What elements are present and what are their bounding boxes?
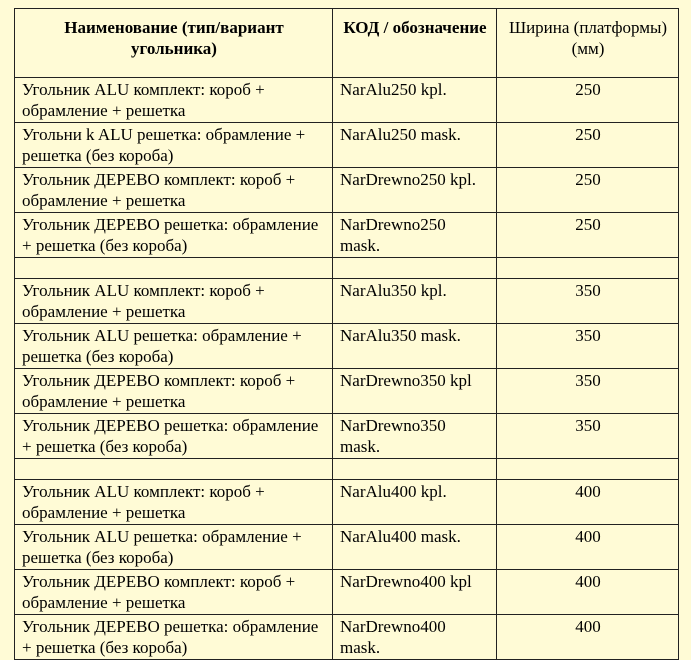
row-width: 350: [497, 324, 679, 369]
row-width: 350: [497, 369, 679, 414]
row-code: NarAlu250 kpl.: [333, 78, 497, 123]
row-code: NarDrewno400 mask.: [333, 615, 497, 660]
spacer-cell: [333, 459, 497, 480]
table-row: [15, 279, 679, 324]
row-name: Угольник ДЕРЕВО решетка: обрамление + решетка (без короба): [15, 414, 333, 459]
row-code: NarAlu350 mask.: [333, 324, 497, 369]
row-name: Угольник ДЕРЕВО решетка: обрамление + решетка (без короба): [15, 213, 333, 258]
row-code: NarDrewno350 kpl: [333, 369, 497, 414]
spacer-row: [15, 258, 679, 279]
row-width: 250: [497, 78, 679, 123]
table-row: [15, 324, 679, 369]
spacer-cell: [15, 258, 333, 279]
row-name: Угольник ДЕРЕВО комплект: короб + обрамление + решетка: [15, 168, 333, 213]
header-name: Наименование (тип/вариант угольника): [15, 9, 333, 78]
row-name: Угольник ДЕРЕВО комплект: короб + обрамление + решетка: [15, 570, 333, 615]
spacer-row: [15, 459, 679, 480]
row-code: NarDrewno250 kpl.: [333, 168, 497, 213]
product-table-container: [14, 8, 678, 660]
table-row: [15, 525, 679, 570]
row-code: NarAlu400 kpl.: [333, 480, 497, 525]
table-row: [15, 480, 679, 525]
row-name: Угольник ALU комплект: короб + обрамление + решетка: [15, 279, 333, 324]
row-width: 350: [497, 414, 679, 459]
row-width: 250: [497, 213, 679, 258]
spacer-cell: [15, 459, 333, 480]
table-header-row: [15, 9, 679, 78]
table-row: [15, 123, 679, 168]
table-row: [15, 570, 679, 615]
row-width: 350: [497, 279, 679, 324]
spacer-cell: [497, 258, 679, 279]
product-table: [14, 8, 679, 660]
row-name: Угольник ALU комплект: короб + обрамление + решетка: [15, 480, 333, 525]
header-code: КОД / обозначение: [333, 9, 497, 78]
table-row: [15, 78, 679, 123]
row-name: Угольник ДЕРЕВО комплект: короб + обрамление + решетка: [15, 369, 333, 414]
row-name: Угольник ДЕРЕВО решетка: обрамление + решетка (без короба): [15, 615, 333, 660]
table-row: [15, 414, 679, 459]
row-name: Угольник ALU комплект: короб + обрамление + решетка: [15, 78, 333, 123]
row-code: NarDrewno400 kpl: [333, 570, 497, 615]
row-name: Угольни k ALU решетка: обрамление + решетка (без короба): [15, 123, 333, 168]
row-width: 400: [497, 615, 679, 660]
row-code: NarDrewno350 mask.: [333, 414, 497, 459]
row-code: NarAlu350 kpl.: [333, 279, 497, 324]
row-name: Угольник ALU решетка: обрамление + решетка (без короба): [15, 324, 333, 369]
row-width: 400: [497, 480, 679, 525]
table-row: [15, 615, 679, 660]
spacer-cell: [497, 459, 679, 480]
row-code: NarAlu250 mask.: [333, 123, 497, 168]
table-row: [15, 213, 679, 258]
header-width: Ширина (платформы) (мм): [497, 9, 679, 78]
row-code: NarAlu400 mask.: [333, 525, 497, 570]
row-code: NarDrewno250 mask.: [333, 213, 497, 258]
table-row: [15, 369, 679, 414]
row-width: 250: [497, 168, 679, 213]
spacer-cell: [333, 258, 497, 279]
table-row: [15, 168, 679, 213]
row-name: Угольник ALU решетка: обрамление + решетка (без короба): [15, 525, 333, 570]
row-width: 400: [497, 570, 679, 615]
row-width: 400: [497, 525, 679, 570]
row-width: 250: [497, 123, 679, 168]
